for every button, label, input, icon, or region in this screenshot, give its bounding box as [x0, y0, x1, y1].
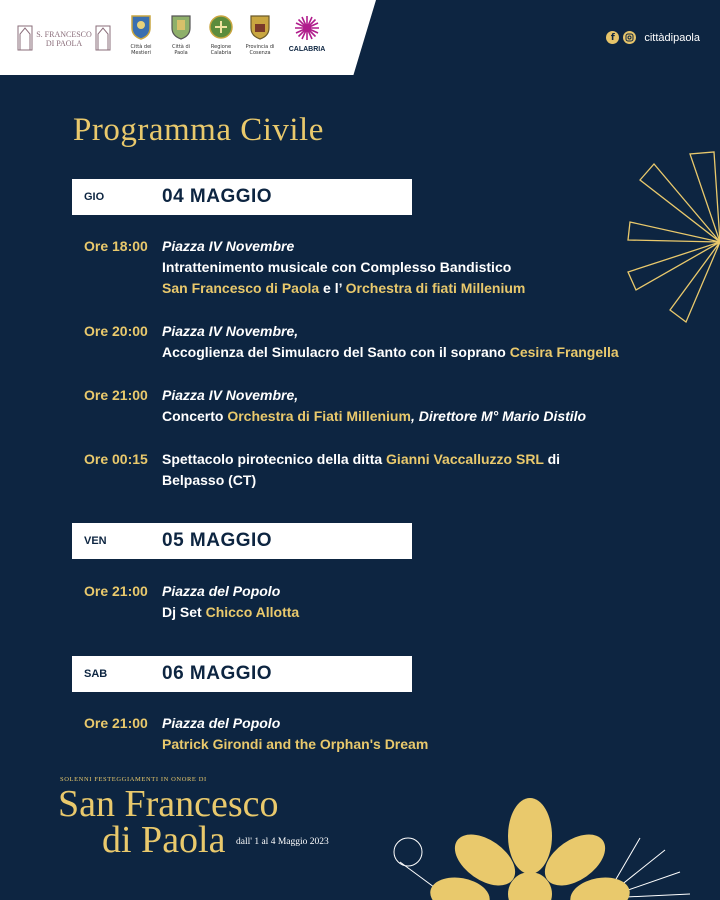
logo-regione-calabria: [204, 14, 238, 56]
event-location: Piazza del Popolo: [162, 715, 281, 731]
crest-icon: [130, 14, 152, 40]
instagram-icon[interactable]: [623, 31, 636, 44]
event-time: Ore 20:00: [84, 323, 148, 339]
event-text: di: [543, 451, 561, 467]
footer-dates: dall' 1 al 4 Maggio 2023: [236, 837, 329, 847]
header-bar: [0, 0, 720, 75]
facebook-icon[interactable]: f: [606, 31, 619, 44]
event-text: Spettacolo pirotecnico della ditta: [162, 451, 387, 467]
event-text: Concerto: [162, 408, 228, 424]
day-date: 06 MAGGIO: [162, 663, 273, 684]
logo-label: CALABRIA: [288, 46, 326, 53]
event-text: , Direttore M° Mario Distilo: [410, 408, 587, 424]
logo-label: Regione Calabria: [210, 44, 232, 56]
footer-subtitle: SOLENNI FESTEGGIAMENTI IN ONORE DI: [60, 776, 207, 783]
event-location: Piazza del Popolo: [162, 583, 281, 599]
social-handle[interactable]: [606, 31, 700, 44]
crest-icon: [209, 14, 233, 40]
logo-calabria: [284, 14, 330, 53]
social-handle-text: cittàdipaola: [644, 31, 700, 44]
event-highlight: Patrick Girondi and the Orphan's Dream: [162, 736, 429, 752]
event-location: Piazza IV Novembre,: [162, 387, 299, 403]
page-title: Programma Civile: [73, 112, 324, 148]
day-name: GIO: [84, 191, 105, 203]
footer-title-line2: di Paola: [102, 819, 226, 861]
flower-logo-icon: [293, 14, 321, 42]
brand-logo: [16, 22, 112, 54]
event-time: Ore 00:15: [84, 451, 148, 467]
logo-provincia-cosenza: [244, 14, 276, 56]
event-highlight: Chicco Allotta: [205, 604, 300, 620]
day-name: VEN: [84, 535, 107, 547]
day-header-gio: [72, 179, 412, 215]
crest-icon: [170, 14, 192, 40]
event-text: Accoglienza del Simulacro del Santo con il soprano: [162, 344, 510, 360]
event-time: Ore 21:00: [84, 715, 148, 731]
event-highlight: Orchestra di Fiati Millenium: [227, 408, 411, 424]
logo-label: Provincia di Cosenza: [245, 44, 275, 56]
event-time: Ore 21:00: [84, 387, 148, 403]
event-highlight: San Francesco di Paola: [162, 280, 320, 296]
event-description: Intrattenimento musicale con Complesso Bandistico: [162, 259, 512, 275]
event-text: Dj Set: [162, 604, 206, 620]
flower-decoration-icon: [380, 790, 720, 900]
footer-title-line1: San Francesco: [58, 783, 279, 825]
logo-citta-mestieri: [126, 14, 156, 56]
event-location: Piazza IV Novembre: [162, 238, 295, 254]
event-time: Ore 18:00: [84, 238, 148, 254]
day-header-ven: [72, 523, 412, 559]
event-time: Ore 21:00: [84, 583, 148, 599]
day-date: 04 MAGGIO: [162, 186, 273, 207]
event-location: Piazza IV Novembre,: [162, 323, 299, 339]
logo-citta-paola: [166, 14, 196, 56]
event-highlight: Gianni Vaccalluzzo SRL: [386, 451, 544, 467]
day-date: 05 MAGGIO: [162, 530, 273, 551]
event-highlight: Cesira Frangella: [509, 344, 619, 360]
day-header-sab: [72, 656, 412, 692]
event-highlight: Orchestra di fiati Millenium: [345, 280, 526, 296]
sunburst-decoration-icon: [620, 150, 720, 330]
event-text: Belpasso (CT): [162, 472, 257, 488]
event-text: e l’: [319, 280, 346, 296]
brand-logo-text: S. FRANCESCO DI PAOLA: [36, 30, 92, 48]
logo-label: Città di Paola: [171, 44, 191, 56]
crest-icon: [249, 14, 271, 40]
logo-label: Città dei Mestieri: [130, 44, 152, 56]
day-name: SAB: [84, 668, 108, 680]
